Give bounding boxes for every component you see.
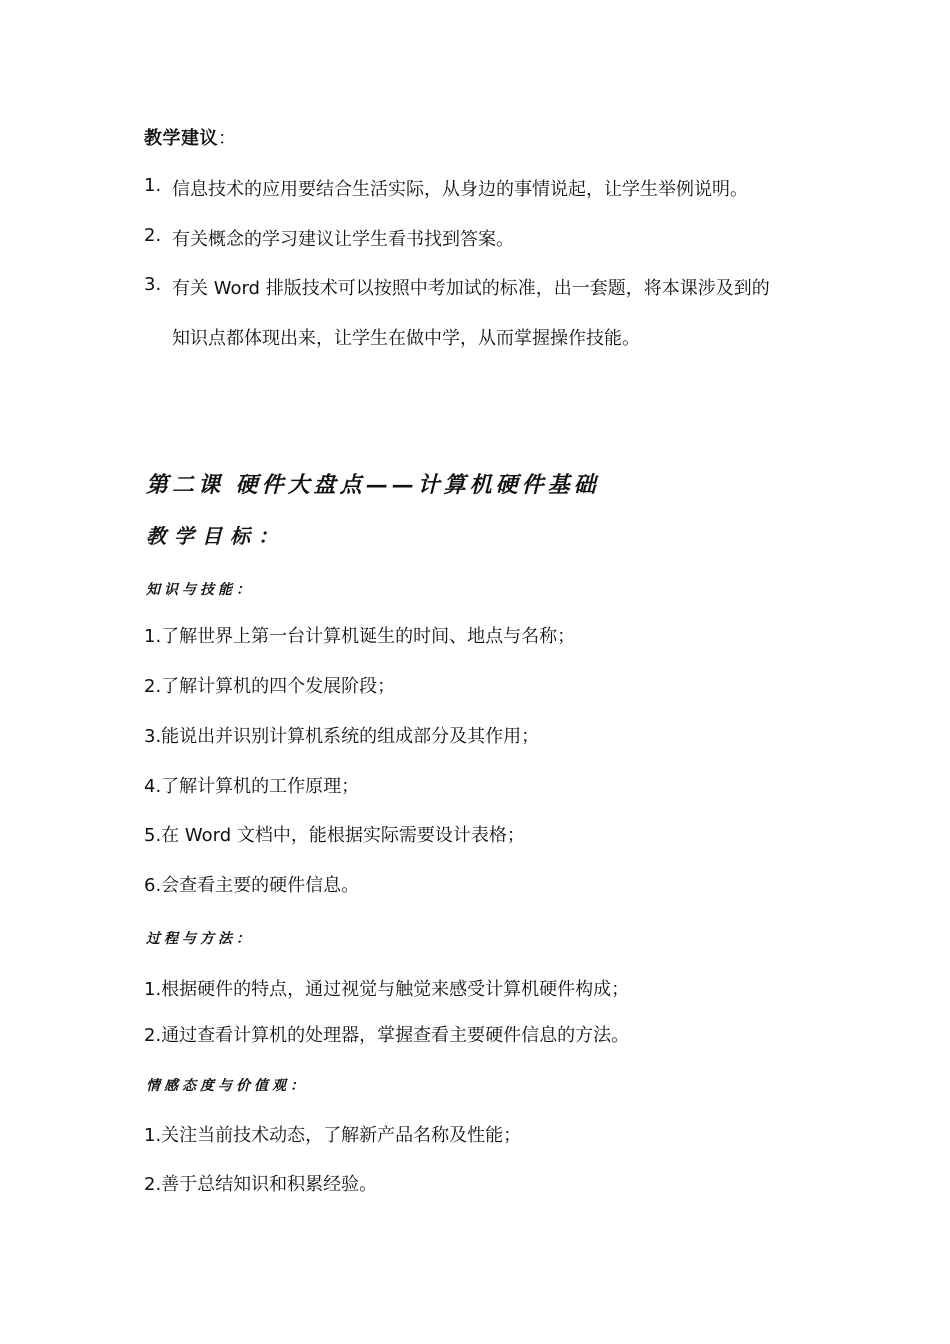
list-item-number: 2. — [144, 225, 162, 246]
suggestions-colon: ： — [218, 128, 237, 149]
list-item: 6.会查看主要的硬件信息。 — [144, 875, 360, 896]
list-item-number: 1. — [144, 175, 162, 196]
attitude-title: 情感态度与价值观： — [146, 1078, 308, 1094]
list-item-text: 有关概念的学习建议让学生看书找到答案。 — [172, 229, 514, 250]
list-item-text-continued: 知识点都体现出来，让学生在做中学，从而掌握操作技能。 — [172, 328, 640, 349]
list-item-number: 3. — [144, 274, 162, 295]
process-title: 过程与方法： — [146, 931, 254, 947]
list-item: 5.在 Word 文档中，能根据实际需要设计表格； — [144, 825, 525, 846]
knowledge-title: 知识与技能： — [146, 582, 254, 598]
suggestions-heading — [144, 124, 237, 150]
list-item: 4.了解计算机的工作原理； — [144, 776, 360, 797]
list-item: 1.根据硬件的特点，通过视觉与触觉来感受计算机硬件构成； — [144, 979, 630, 1000]
list-item: 1.了解世界上第一台计算机诞生的时间、地点与名称； — [144, 626, 576, 647]
suggestions-label: 教学建议 — [144, 128, 218, 149]
list-item: 1.关注当前技术动态，了解新产品名称及性能； — [144, 1125, 522, 1146]
list-item: 3.能说出并识别计算机系统的组成部分及其作用； — [144, 726, 540, 747]
list-item: 2.了解计算机的四个发展阶段； — [144, 676, 396, 697]
lesson-title: 第二课 硬件大盘点——计算机硬件基础 — [146, 472, 600, 498]
list-item-text: 信息技术的应用要结合生活实际，从身边的事情说起，让学生举例说明。 — [172, 179, 748, 200]
list-item: 2.通过查看计算机的处理器，掌握查看主要硬件信息的方法。 — [144, 1025, 630, 1046]
list-item-text: 有关 Word 排版技术可以按照中考加试的标准，出一套题，将本课涉及到的 — [172, 278, 770, 299]
list-item: 2.善于总结知识和积累经验。 — [144, 1174, 378, 1195]
objectives-title: 教学目标： — [146, 524, 286, 548]
